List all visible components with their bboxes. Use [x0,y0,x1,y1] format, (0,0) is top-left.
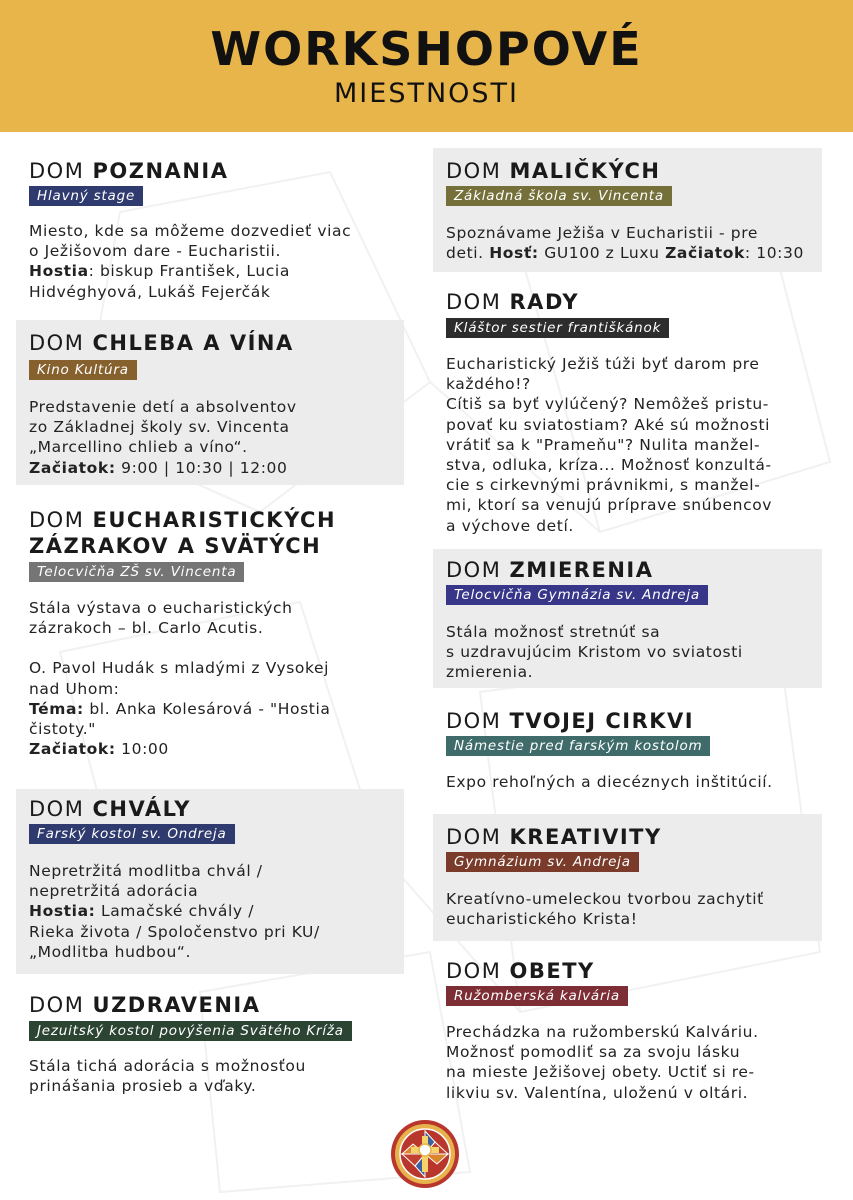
desc-line: „Marcellino chlieb a víno“. [29,438,248,457]
desc-line: Hidvéghyová, Lukáš Fejerčák [29,282,271,301]
location-tag: Kláštor sestier františkánok [446,318,669,338]
desc-value: Lamačské chvály / [95,902,255,921]
room-description [29,1056,396,1096]
desc-line: stva, odluka, kríza... Možnosť konzultá- [446,456,772,475]
room-description [446,354,814,536]
room-description [446,1022,814,1103]
desc-line: zmierenia. [446,663,534,682]
desc-line: povať ku sviatostiam? Aké sú možnosti [446,415,771,434]
title-prefix: DOM [29,797,85,821]
desc-key: Hostia: [29,902,96,921]
room-title [29,796,191,822]
title-name: UZDRAVENIA [92,993,261,1017]
desc-line: Stála tichá adorácia s možnosťou [29,1057,306,1075]
header-banner [0,0,853,132]
title-prefix: DOM [446,558,502,582]
title-name: CHVÁLY [92,797,191,821]
title-prefix: DOM [29,993,85,1017]
desc-line: nad Uhom: [29,679,120,698]
room-title [446,158,661,184]
location-tag: Gymnázium sv. Andreja [446,852,639,872]
desc-text: GU100 z Luxu [538,244,666,263]
title-name: ZÁZRAKOV A SVÄTÝCH [29,534,322,558]
location-tag: Telocvičňa Gymnázia sv. Andreja [446,585,708,605]
room-description [29,598,396,759]
title-name: TVOJEJ CIRKVI [509,709,695,733]
room-title [446,958,595,984]
desc-value: : biskup František, Lucia [88,262,290,281]
desc-line: zázrakoch – bl. Carlo Acutis. [29,619,264,638]
room-card-chvaly [16,789,404,974]
room-title [29,507,336,533]
title-name: EUCHARISTICKÝCH [92,508,337,532]
title-name: RADY [509,290,580,314]
room-title [29,158,228,184]
desc-line: s uzdravujúcim Kristom vo sviatosti [446,643,743,662]
desc-key: Hosť: [489,244,539,263]
title-prefix: DOM [446,159,502,183]
desc-key: Začiatok: [29,740,116,759]
room-title [446,557,653,583]
room-card-eucharistickych-zazrakov [16,497,404,777]
room-card-obety [433,948,822,1108]
desc-line: Stála výstava o eucharistických [29,599,293,617]
room-description [446,622,814,683]
desc-text: deti. [446,244,490,263]
room-title [29,330,294,356]
title-prefix: DOM [446,959,502,983]
desc-line [29,261,396,281]
desc-line: vrátiť sa k "Prameňu"? Nulita manžel- [446,435,761,454]
desc-line: likviu sv. Valentína, uloženú v oltári. [446,1083,749,1102]
desc-line [446,243,814,263]
desc-line: Stála možnosť stretnúť sa [446,623,661,641]
room-description [446,889,814,929]
title-prefix: DOM [446,825,502,849]
room-title-line2 [29,533,321,559]
desc-key: Začiatok: [29,458,116,477]
desc-text: : 10:30 [744,244,804,263]
desc-line: Nepretržitá modlitba chvál / [29,862,263,880]
desc-key: Hostia [29,262,89,281]
title-name: KREATIVITY [509,825,662,849]
desc-line [29,901,396,921]
desc-spacer [29,638,396,658]
room-description [446,223,814,263]
title-prefix: DOM [29,331,85,355]
desc-line: Cítiš sa byť vylúčený? Nemôžeš pristu- [446,395,769,414]
desc-line: eucharistického Krista! [446,910,638,929]
desc-line: prinášania prosieb a vďaky. [29,1077,257,1096]
desc-value: 10:00 [115,740,169,759]
title-prefix: DOM [446,709,502,733]
room-card-rady [433,280,822,545]
title-name: POZNANIA [92,159,229,183]
room-title [29,992,260,1018]
title-name: ZMIERENIA [509,558,654,582]
room-card-malickych [433,148,822,272]
desc-line: a výchove detí. [446,516,574,535]
room-card-poznania [16,148,404,308]
room-description [29,861,396,962]
eucharistic-congress-logo-icon [389,1118,461,1190]
desc-value: 9:00 | 10:30 | 12:00 [115,458,288,477]
desc-key: Začiatok [665,244,745,263]
location-tag: Jezuitský kostol povýšenia Svätého Kríža [29,1021,352,1041]
desc-line: Expo rehoľných a diecéznych inštitúcií. [446,773,773,791]
desc-line: čistoty." [29,720,96,739]
location-tag: Základná škola sv. Vincenta [446,186,672,206]
desc-line: mi, ktorí sa venujú príprave snúbencov [446,496,773,515]
location-tag: Telocvičňa ZŠ sv. Vincenta [29,562,244,582]
room-description [29,397,396,478]
desc-line [29,458,396,478]
desc-line: zo Základnej školy sv. Vincenta [29,418,290,437]
desc-line: Eucharistický Ježiš túži byť darom pre [446,355,760,373]
desc-line [29,699,396,719]
desc-line: Rieka života / Spoločenstvo pri KU/ [29,922,320,941]
desc-line: „Modlitba hudbou“. [29,942,192,961]
title-name: OBETY [509,959,595,983]
room-title [446,289,579,315]
room-description [29,221,396,302]
location-tag: Farský kostol sv. Ondreja [29,824,235,844]
room-card-kreativity [433,814,822,941]
desc-value: bl. Anka Kolesárová - "Hostia [83,699,331,718]
desc-line: O. Pavol Hudák s mladými z Vysokej [29,659,330,678]
desc-line: Možnosť pomodliť sa za svoju lásku [446,1043,741,1062]
room-card-zmierenia [433,549,822,688]
desc-line [29,739,396,759]
location-tag: Ružomberská kalvária [446,986,628,1006]
desc-key: Téma: [29,699,84,718]
page-title: WORKSHOPOVÉ [210,22,643,76]
location-tag: Hlavný stage [29,186,143,206]
desc-line: na mieste Ježišovej obety. Uctiť si re- [446,1063,755,1082]
room-title [446,708,694,734]
title-prefix: DOM [29,508,85,532]
desc-line: Prechádzka na ružomberskú Kalváriu. [446,1023,759,1041]
desc-line: cie s cirkevnými právnikmi, s manžel- [446,476,761,495]
room-card-tvojej-cirkvi [433,698,822,803]
title-name: CHLEBA A VÍNA [92,331,294,355]
desc-line: Predstavenie detí a absolventov [29,398,297,416]
desc-line: každého!? [446,375,531,394]
room-title [446,824,662,850]
desc-line: nepretržitá adorácia [29,882,199,901]
title-prefix: DOM [446,290,502,314]
room-card-chleba-a-vina [16,320,404,485]
location-tag: Kino Kultúra [29,360,137,380]
desc-line: Kreatívno-umeleckou tvorbou zachytiť [446,890,764,908]
page-subtitle: MIESTNOSTI [334,78,519,109]
title-name: MALIČKÝCH [509,159,661,183]
room-description [446,772,814,792]
room-card-uzdravenia [16,984,404,1099]
location-tag: Námestie pred farským kostolom [446,736,710,756]
desc-line: Miesto, kde sa môžeme dozvedieť viac [29,222,352,240]
desc-line: Spoznávame Ježiša v Eucharistii - pre [446,224,758,242]
desc-line: o Ježišovom dare - Eucharistii. [29,242,281,261]
title-prefix: DOM [29,159,85,183]
